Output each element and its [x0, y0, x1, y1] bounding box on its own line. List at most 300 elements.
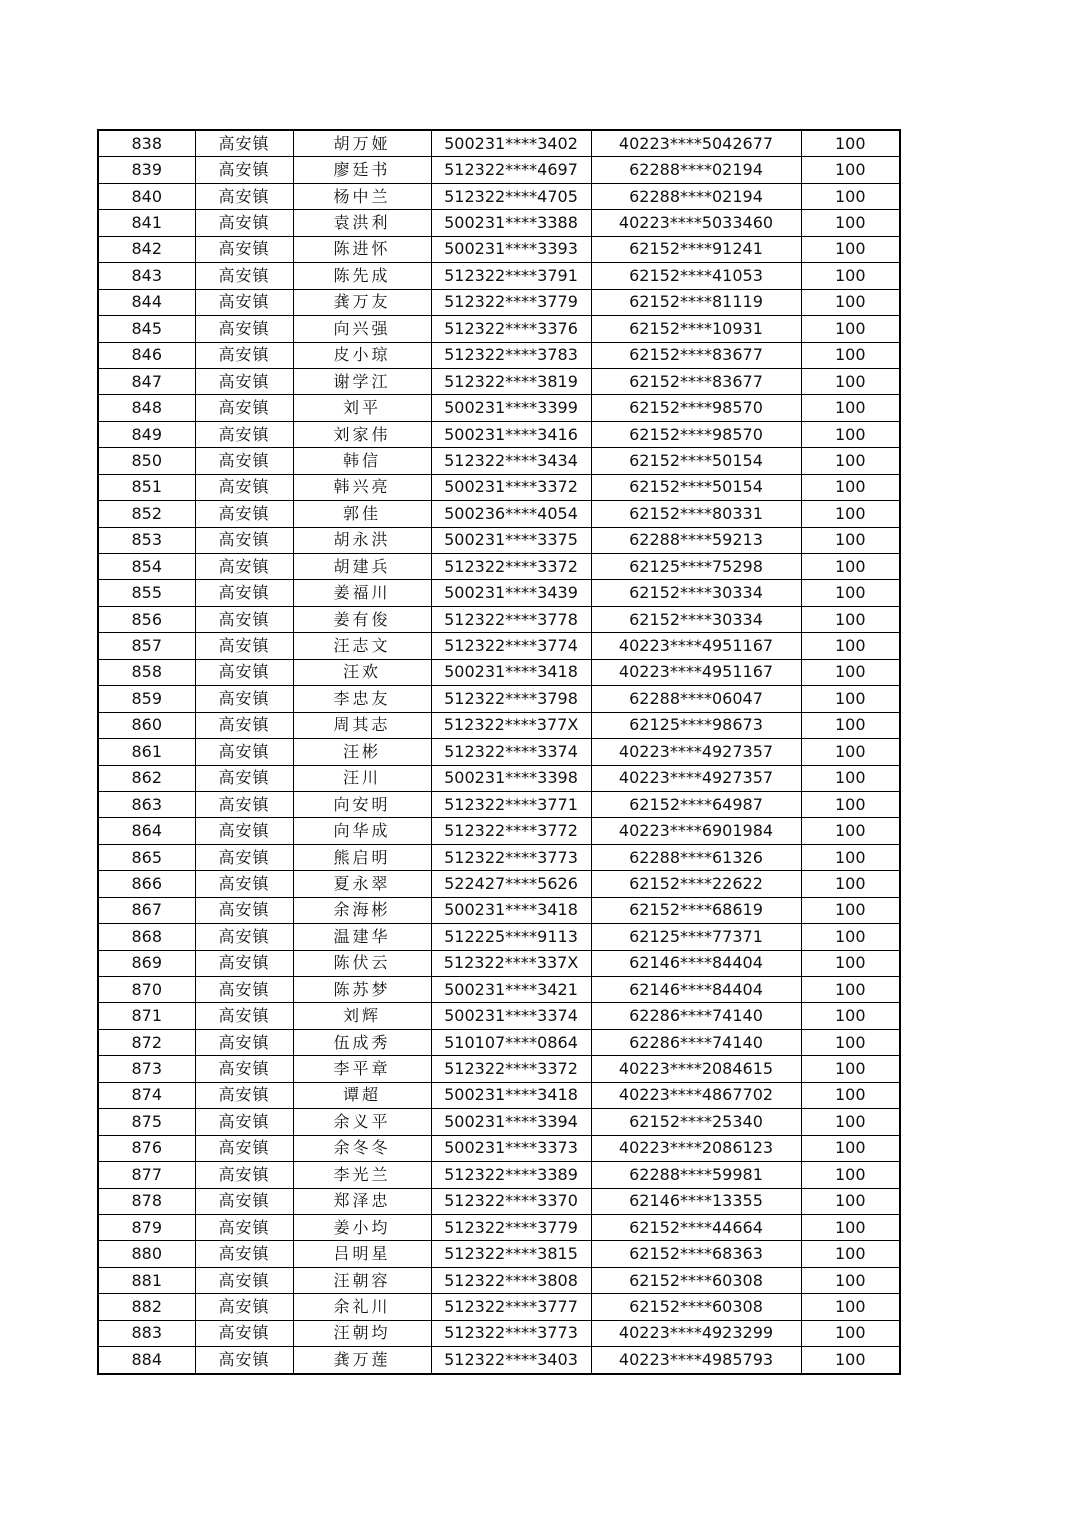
id-number-cell: 500231****3439: [431, 580, 591, 606]
account-number-cell: 62152****50154: [591, 474, 801, 500]
account-number-cell: 62152****41053: [591, 263, 801, 289]
amount-cell: 100: [801, 1056, 900, 1082]
town-cell: 高安镇: [195, 368, 293, 394]
table-row: [98, 1294, 900, 1320]
account-number-cell: 62152****91241: [591, 236, 801, 262]
id-number-cell: 512322****3791: [431, 263, 591, 289]
town-cell: 高安镇: [195, 659, 293, 685]
town-cell: 高安镇: [195, 1241, 293, 1267]
account-number-cell: 62288****06047: [591, 686, 801, 712]
row-number-cell: 855: [98, 580, 195, 606]
name-cell: 陈伏云: [293, 950, 431, 976]
account-number-cell: 62152****83677: [591, 368, 801, 394]
town-cell: 高安镇: [195, 342, 293, 368]
id-number-cell: 500231****3394: [431, 1109, 591, 1135]
name-cell: 汪彬: [293, 739, 431, 765]
row-number-cell: 850: [98, 448, 195, 474]
name-cell: 姜有俊: [293, 606, 431, 632]
account-number-cell: 62152****60308: [591, 1294, 801, 1320]
amount-cell: 100: [801, 1241, 900, 1267]
amount-cell: 100: [801, 1162, 900, 1188]
id-number-cell: 500231****3399: [431, 395, 591, 421]
row-number-cell: 872: [98, 1029, 195, 1055]
amount-cell: 100: [801, 554, 900, 580]
account-number-cell: 62152****83677: [591, 342, 801, 368]
id-number-cell: 500231****3416: [431, 421, 591, 447]
table-row: [98, 395, 900, 421]
row-number-cell: 856: [98, 606, 195, 632]
account-number-cell: 62288****59981: [591, 1162, 801, 1188]
town-cell: 高安镇: [195, 739, 293, 765]
table-body: [98, 130, 900, 1374]
row-number-cell: 879: [98, 1214, 195, 1240]
town-cell: 高安镇: [195, 157, 293, 183]
amount-cell: 100: [801, 659, 900, 685]
table-row: [98, 130, 900, 157]
name-cell: 皮小琼: [293, 342, 431, 368]
id-number-cell: 512322****3434: [431, 448, 591, 474]
row-number-cell: 871: [98, 1003, 195, 1029]
row-number-cell: 839: [98, 157, 195, 183]
id-number-cell: 512322****3773: [431, 1320, 591, 1346]
name-cell: 姜福川: [293, 580, 431, 606]
name-cell: 向兴强: [293, 316, 431, 342]
table-row: [98, 421, 900, 447]
id-number-cell: 512322****3374: [431, 739, 591, 765]
account-number-cell: 62288****59213: [591, 527, 801, 553]
name-cell: 谢学江: [293, 368, 431, 394]
row-number-cell: 841: [98, 210, 195, 236]
amount-cell: 100: [801, 368, 900, 394]
table-row: [98, 1056, 900, 1082]
id-number-cell: 512322****3777: [431, 1294, 591, 1320]
id-number-cell: 500231****3418: [431, 659, 591, 685]
town-cell: 高安镇: [195, 1109, 293, 1135]
row-number-cell: 857: [98, 633, 195, 659]
account-number-cell: 62146****84404: [591, 977, 801, 1003]
account-number-cell: 40223****4951167: [591, 633, 801, 659]
town-cell: 高安镇: [195, 897, 293, 923]
table-row: [98, 501, 900, 527]
town-cell: 高安镇: [195, 580, 293, 606]
town-cell: 高安镇: [195, 844, 293, 870]
town-cell: 高安镇: [195, 421, 293, 447]
table-row: [98, 1135, 900, 1161]
amount-cell: 100: [801, 791, 900, 817]
name-cell: 汪志文: [293, 633, 431, 659]
town-cell: 高安镇: [195, 791, 293, 817]
table-row: [98, 1214, 900, 1240]
table-row: [98, 316, 900, 342]
account-number-cell: 62125****75298: [591, 554, 801, 580]
amount-cell: 100: [801, 871, 900, 897]
name-cell: 陈苏梦: [293, 977, 431, 1003]
account-number-cell: 62152****44664: [591, 1214, 801, 1240]
town-cell: 高安镇: [195, 1056, 293, 1082]
account-number-cell: 62125****77371: [591, 924, 801, 950]
town-cell: 高安镇: [195, 316, 293, 342]
id-number-cell: 512322****3372: [431, 554, 591, 580]
amount-cell: 100: [801, 686, 900, 712]
town-cell: 高安镇: [195, 527, 293, 553]
name-cell: 汪朝均: [293, 1320, 431, 1346]
name-cell: 郭佳: [293, 501, 431, 527]
row-number-cell: 864: [98, 818, 195, 844]
table-row: [98, 474, 900, 500]
id-number-cell: 500231****3374: [431, 1003, 591, 1029]
amount-cell: 100: [801, 1109, 900, 1135]
name-cell: 龚万友: [293, 289, 431, 315]
account-number-cell: 40223****4923299: [591, 1320, 801, 1346]
id-number-cell: 512322****3798: [431, 686, 591, 712]
id-number-cell: 500231****3418: [431, 1082, 591, 1108]
row-number-cell: 846: [98, 342, 195, 368]
row-number-cell: 876: [98, 1135, 195, 1161]
table-row: [98, 342, 900, 368]
amount-cell: 100: [801, 316, 900, 342]
account-number-cell: 62288****02194: [591, 157, 801, 183]
name-cell: 周其志: [293, 712, 431, 738]
id-number-cell: 512322****3819: [431, 368, 591, 394]
row-number-cell: 847: [98, 368, 195, 394]
account-number-cell: 62152****22622: [591, 871, 801, 897]
name-cell: 胡永洪: [293, 527, 431, 553]
town-cell: 高安镇: [195, 1188, 293, 1214]
account-number-cell: 62146****13355: [591, 1188, 801, 1214]
name-cell: 谭超: [293, 1082, 431, 1108]
id-number-cell: 500231****3418: [431, 897, 591, 923]
amount-cell: 100: [801, 1003, 900, 1029]
row-number-cell: 877: [98, 1162, 195, 1188]
amount-cell: 100: [801, 1214, 900, 1240]
row-number-cell: 861: [98, 739, 195, 765]
row-number-cell: 844: [98, 289, 195, 315]
table-row: [98, 844, 900, 870]
amount-cell: 100: [801, 950, 900, 976]
town-cell: 高安镇: [195, 686, 293, 712]
account-number-cell: 62152****98570: [591, 395, 801, 421]
row-number-cell: 882: [98, 1294, 195, 1320]
name-cell: 向安明: [293, 791, 431, 817]
table-row: [98, 1188, 900, 1214]
name-cell: 夏永翠: [293, 871, 431, 897]
name-cell: 温建华: [293, 924, 431, 950]
name-cell: 向华成: [293, 818, 431, 844]
account-number-cell: 62152****68363: [591, 1241, 801, 1267]
id-number-cell: 512225****9113: [431, 924, 591, 950]
id-number-cell: 512322****4705: [431, 183, 591, 209]
town-cell: 高安镇: [195, 1135, 293, 1161]
name-cell: 龚万莲: [293, 1347, 431, 1374]
id-number-cell: 512322****4697: [431, 157, 591, 183]
account-number-cell: 62152****30334: [591, 580, 801, 606]
account-number-cell: 40223****6901984: [591, 818, 801, 844]
table-row: [98, 739, 900, 765]
table-row: [98, 950, 900, 976]
account-number-cell: 62288****02194: [591, 183, 801, 209]
town-cell: 高安镇: [195, 1029, 293, 1055]
town-cell: 高安镇: [195, 871, 293, 897]
amount-cell: 100: [801, 395, 900, 421]
id-number-cell: 512322****3779: [431, 1214, 591, 1240]
id-number-cell: 512322****3403: [431, 1347, 591, 1374]
account-number-cell: 40223****2084615: [591, 1056, 801, 1082]
id-number-cell: 500236****4054: [431, 501, 591, 527]
amount-cell: 100: [801, 1082, 900, 1108]
town-cell: 高安镇: [195, 1320, 293, 1346]
name-cell: 郑泽忠: [293, 1188, 431, 1214]
town-cell: 高安镇: [195, 633, 293, 659]
row-number-cell: 863: [98, 791, 195, 817]
row-number-cell: 851: [98, 474, 195, 500]
row-number-cell: 874: [98, 1082, 195, 1108]
amount-cell: 100: [801, 924, 900, 950]
account-number-cell: 62152****80331: [591, 501, 801, 527]
account-number-cell: 40223****4867702: [591, 1082, 801, 1108]
table-row: [98, 1029, 900, 1055]
town-cell: 高安镇: [195, 395, 293, 421]
id-number-cell: 500231****3373: [431, 1135, 591, 1161]
town-cell: 高安镇: [195, 818, 293, 844]
amount-cell: 100: [801, 844, 900, 870]
amount-cell: 100: [801, 183, 900, 209]
account-number-cell: 40223****5042677: [591, 130, 801, 157]
town-cell: 高安镇: [195, 554, 293, 580]
id-number-cell: 512322****3376: [431, 316, 591, 342]
account-number-cell: 62152****98570: [591, 421, 801, 447]
table-row: [98, 871, 900, 897]
account-number-cell: 62152****25340: [591, 1109, 801, 1135]
account-number-cell: 40223****4927357: [591, 739, 801, 765]
table-row: [98, 368, 900, 394]
town-cell: 高安镇: [195, 236, 293, 262]
account-number-cell: 62146****84404: [591, 950, 801, 976]
town-cell: 高安镇: [195, 1003, 293, 1029]
name-cell: 姜小均: [293, 1214, 431, 1240]
amount-cell: 100: [801, 1267, 900, 1293]
town-cell: 高安镇: [195, 263, 293, 289]
town-cell: 高安镇: [195, 765, 293, 791]
amount-cell: 100: [801, 289, 900, 315]
account-number-cell: 40223****2086123: [591, 1135, 801, 1161]
town-cell: 高安镇: [195, 712, 293, 738]
id-number-cell: 512322****377X: [431, 712, 591, 738]
table-row: [98, 263, 900, 289]
row-number-cell: 854: [98, 554, 195, 580]
row-number-cell: 869: [98, 950, 195, 976]
table-row: [98, 1320, 900, 1346]
town-cell: 高安镇: [195, 289, 293, 315]
amount-cell: 100: [801, 580, 900, 606]
row-number-cell: 866: [98, 871, 195, 897]
amount-cell: 100: [801, 765, 900, 791]
table-row: [98, 924, 900, 950]
table-row: [98, 633, 900, 659]
id-number-cell: 512322****3372: [431, 1056, 591, 1082]
name-cell: 吕明星: [293, 1241, 431, 1267]
id-number-cell: 500231****3372: [431, 474, 591, 500]
amount-cell: 100: [801, 739, 900, 765]
row-number-cell: 875: [98, 1109, 195, 1135]
name-cell: 汪朝容: [293, 1267, 431, 1293]
name-cell: 李平章: [293, 1056, 431, 1082]
table-row: [98, 818, 900, 844]
id-number-cell: 510107****0864: [431, 1029, 591, 1055]
row-number-cell: 859: [98, 686, 195, 712]
name-cell: 伍成秀: [293, 1029, 431, 1055]
id-number-cell: 512322****3778: [431, 606, 591, 632]
town-cell: 高安镇: [195, 1214, 293, 1240]
id-number-cell: 522427****5626: [431, 871, 591, 897]
name-cell: 陈先成: [293, 263, 431, 289]
table-row: [98, 686, 900, 712]
data-table: [97, 129, 901, 1375]
id-number-cell: 500231****3402: [431, 130, 591, 157]
id-number-cell: 500231****3393: [431, 236, 591, 262]
amount-cell: 100: [801, 421, 900, 447]
row-number-cell: 883: [98, 1320, 195, 1346]
table-row: [98, 659, 900, 685]
table-row: [98, 1162, 900, 1188]
table-row: [98, 1241, 900, 1267]
town-cell: 高安镇: [195, 474, 293, 500]
table-row: [98, 1082, 900, 1108]
amount-cell: 100: [801, 501, 900, 527]
row-number-cell: 884: [98, 1347, 195, 1374]
name-cell: 刘家伟: [293, 421, 431, 447]
amount-cell: 100: [801, 130, 900, 157]
table-row: [98, 765, 900, 791]
name-cell: 杨中兰: [293, 183, 431, 209]
id-number-cell: 500231****3388: [431, 210, 591, 236]
account-number-cell: 62152****81119: [591, 289, 801, 315]
name-cell: 余冬冬: [293, 1135, 431, 1161]
row-number-cell: 845: [98, 316, 195, 342]
table-row: [98, 157, 900, 183]
account-number-cell: 62286****74140: [591, 1003, 801, 1029]
id-number-cell: 512322****3771: [431, 791, 591, 817]
table-row: [98, 791, 900, 817]
id-number-cell: 512322****3773: [431, 844, 591, 870]
amount-cell: 100: [801, 342, 900, 368]
row-number-cell: 843: [98, 263, 195, 289]
table-row: [98, 1267, 900, 1293]
name-cell: 袁洪利: [293, 210, 431, 236]
table-row: [98, 977, 900, 1003]
name-cell: 韩兴亮: [293, 474, 431, 500]
town-cell: 高安镇: [195, 606, 293, 632]
amount-cell: 100: [801, 818, 900, 844]
amount-cell: 100: [801, 897, 900, 923]
id-number-cell: 512322****3779: [431, 289, 591, 315]
table-row: [98, 183, 900, 209]
row-number-cell: 867: [98, 897, 195, 923]
table-row: [98, 554, 900, 580]
town-cell: 高安镇: [195, 1082, 293, 1108]
name-cell: 韩信: [293, 448, 431, 474]
account-number-cell: 62286****74140: [591, 1029, 801, 1055]
row-number-cell: 840: [98, 183, 195, 209]
row-number-cell: 838: [98, 130, 195, 157]
table-row: [98, 448, 900, 474]
amount-cell: 100: [801, 977, 900, 1003]
id-number-cell: 512322****337X: [431, 950, 591, 976]
row-number-cell: 862: [98, 765, 195, 791]
name-cell: 李忠友: [293, 686, 431, 712]
account-number-cell: 62152****60308: [591, 1267, 801, 1293]
town-cell: 高安镇: [195, 1347, 293, 1374]
table-row: [98, 236, 900, 262]
row-number-cell: 880: [98, 1241, 195, 1267]
account-number-cell: 40223****5033460: [591, 210, 801, 236]
id-number-cell: 500231****3375: [431, 527, 591, 553]
id-number-cell: 512322****3774: [431, 633, 591, 659]
town-cell: 高安镇: [195, 977, 293, 1003]
amount-cell: 100: [801, 1294, 900, 1320]
account-number-cell: 62152****10931: [591, 316, 801, 342]
id-number-cell: 512322****3389: [431, 1162, 591, 1188]
amount-cell: 100: [801, 606, 900, 632]
amount-cell: 100: [801, 157, 900, 183]
name-cell: 汪欢: [293, 659, 431, 685]
amount-cell: 100: [801, 210, 900, 236]
amount-cell: 100: [801, 1135, 900, 1161]
row-number-cell: 870: [98, 977, 195, 1003]
table-row: [98, 1347, 900, 1374]
account-number-cell: 62152****64987: [591, 791, 801, 817]
table-row: [98, 527, 900, 553]
town-cell: 高安镇: [195, 448, 293, 474]
name-cell: 刘辉: [293, 1003, 431, 1029]
account-number-cell: 62152****68619: [591, 897, 801, 923]
town-cell: 高安镇: [195, 1294, 293, 1320]
amount-cell: 100: [801, 448, 900, 474]
table-row: [98, 580, 900, 606]
row-number-cell: 852: [98, 501, 195, 527]
row-number-cell: 848: [98, 395, 195, 421]
id-number-cell: 512322****3772: [431, 818, 591, 844]
table-row: [98, 897, 900, 923]
row-number-cell: 878: [98, 1188, 195, 1214]
name-cell: 胡建兵: [293, 554, 431, 580]
amount-cell: 100: [801, 1320, 900, 1346]
name-cell: 陈进怀: [293, 236, 431, 262]
town-cell: 高安镇: [195, 501, 293, 527]
amount-cell: 100: [801, 712, 900, 738]
row-number-cell: 860: [98, 712, 195, 738]
account-number-cell: 62125****98673: [591, 712, 801, 738]
account-number-cell: 62288****61326: [591, 844, 801, 870]
table-row: [98, 606, 900, 632]
row-number-cell: 881: [98, 1267, 195, 1293]
town-cell: 高安镇: [195, 950, 293, 976]
id-number-cell: 512322****3783: [431, 342, 591, 368]
row-number-cell: 873: [98, 1056, 195, 1082]
name-cell: 李光兰: [293, 1162, 431, 1188]
id-number-cell: 500231****3398: [431, 765, 591, 791]
name-cell: 刘平: [293, 395, 431, 421]
row-number-cell: 858: [98, 659, 195, 685]
amount-cell: 100: [801, 263, 900, 289]
id-number-cell: 512322****3370: [431, 1188, 591, 1214]
account-number-cell: 62152****30334: [591, 606, 801, 632]
table-row: [98, 1109, 900, 1135]
name-cell: 余海彬: [293, 897, 431, 923]
town-cell: 高安镇: [195, 130, 293, 157]
amount-cell: 100: [801, 527, 900, 553]
name-cell: 余礼川: [293, 1294, 431, 1320]
row-number-cell: 868: [98, 924, 195, 950]
